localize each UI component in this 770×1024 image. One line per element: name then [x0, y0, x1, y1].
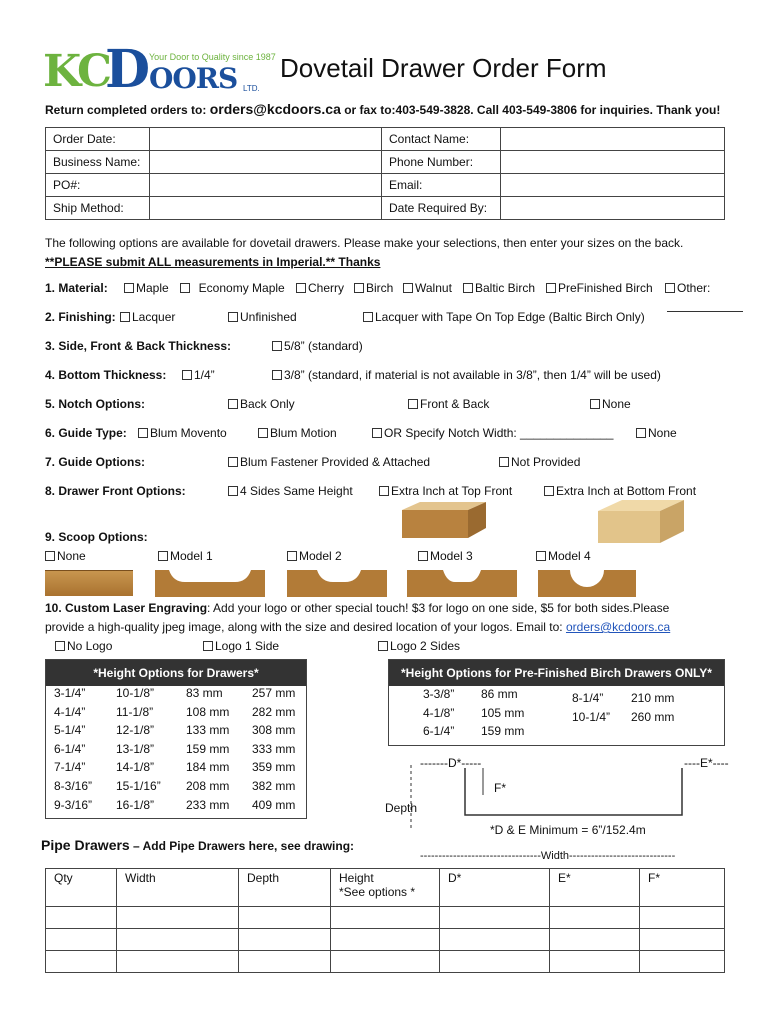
option-label: Back Only: [240, 397, 295, 411]
checkbox[interactable]: [158, 551, 168, 561]
scoop-none-image: [45, 570, 133, 596]
option-label: Not Provided: [511, 455, 581, 469]
material-maple[interactable]: [124, 281, 169, 295]
guide-blum-movento[interactable]: [138, 426, 227, 440]
guide-notch-width[interactable]: [372, 426, 613, 440]
prefinished-height-cell: 6-1/4”: [423, 724, 455, 738]
height-option-cell: 208 mm: [186, 779, 230, 793]
pipe-drawers-title: Pipe Drawers: [41, 837, 130, 853]
engraving-logo-1[interactable]: [203, 639, 279, 653]
option-label: Model 4: [548, 549, 591, 563]
pipe-drawers-subtitle: – Add Pipe Drawers here, see drawing:: [129, 839, 355, 853]
order-date-label: Order Date:: [46, 128, 150, 151]
option-label: Blum Motion: [270, 426, 337, 440]
height-option-cell: 233 mm: [186, 797, 230, 812]
checkbox[interactable]: [636, 428, 646, 438]
cell[interactable]: [239, 907, 331, 929]
option-label: Logo 2 Sides: [390, 639, 461, 653]
engraving-label: 10. Custom Laser Engraving: [45, 601, 208, 615]
date-required-field[interactable]: [501, 197, 725, 220]
phone-number-label: Phone Number:: [382, 151, 501, 174]
height-option-cell: 5-1/4”: [54, 723, 86, 738]
height-option-cell: 83 mm: [186, 686, 223, 700]
col-height: [331, 869, 440, 907]
diagram-minimum-note: *D & E Minimum = 6”/152.4m: [490, 823, 646, 837]
height-option-cell: 282 mm: [252, 704, 296, 719]
notch-back-only[interactable]: [228, 397, 295, 411]
cell[interactable]: [331, 907, 440, 929]
height-options-header: *Height Options for Drawers*: [46, 660, 306, 686]
engraving-line-1: [45, 601, 669, 615]
height-option-cell: 7-1/4”: [54, 760, 86, 775]
business-name-field[interactable]: [150, 151, 382, 174]
table-row: [46, 128, 725, 151]
checkbox[interactable]: [403, 283, 413, 293]
checkbox[interactable]: [418, 551, 428, 561]
material-cherry[interactable]: [296, 281, 344, 295]
option-label: Blum Movento: [150, 426, 227, 440]
checkbox[interactable]: [272, 370, 282, 380]
engraving-logo-2[interactable]: [378, 639, 460, 653]
scoop-model-3[interactable]: [418, 549, 473, 563]
thickness-5-8[interactable]: [272, 339, 363, 353]
diagram-f-label: F*: [494, 781, 506, 795]
height-option-cell: 10-1/8”: [116, 686, 155, 700]
finishing-unfinished[interactable]: [228, 310, 297, 324]
option-label: Unfinished: [240, 310, 297, 324]
option-label: 4 Sides Same Height: [240, 484, 353, 498]
material-baltic-birch[interactable]: [463, 281, 535, 295]
cell[interactable]: [550, 929, 640, 951]
prefinished-height-table: [388, 659, 725, 746]
option-label: OR Specify Notch Width: ______________: [384, 426, 614, 440]
checkbox[interactable]: [499, 457, 509, 467]
table-row[interactable]: [46, 907, 725, 929]
height-option-cell: 15-1/16”: [116, 779, 161, 793]
prefinished-height-cell: 3-3/8”: [423, 687, 455, 701]
material-label: 1. Material:: [45, 281, 108, 295]
height-option-cell: 308 mm: [252, 723, 296, 738]
col-qty: Qty: [46, 869, 117, 907]
material-prefinished-birch[interactable]: [546, 281, 653, 295]
prefinished-height-cell: 8-1/4”: [572, 691, 604, 705]
diagram-depth-label: Depth: [385, 801, 418, 815]
checkbox[interactable]: [180, 283, 190, 293]
option-label: None: [648, 426, 677, 440]
cell[interactable]: [550, 907, 640, 929]
cell[interactable]: [46, 929, 117, 951]
guide-fastener[interactable]: [228, 455, 430, 469]
checkbox[interactable]: [408, 399, 418, 409]
option-label: Baltic Birch: [475, 281, 536, 295]
cell[interactable]: [440, 929, 550, 951]
drawer-top-front-image: [398, 500, 488, 540]
table-row[interactable]: [46, 929, 725, 951]
thickness-label: 3. Side, Front & Back Thickness:: [45, 339, 232, 353]
col-f: F*: [640, 869, 725, 907]
col-height-note: *See options *: [339, 885, 416, 899]
logo-tagline: Your Door to Quality since 1987: [149, 52, 276, 62]
engraving-text-2: provide a high-quality jpeg image, along with the size and desired location of your logos. Email to:: [45, 620, 563, 634]
order-date-field[interactable]: [150, 128, 382, 151]
checkbox[interactable]: [45, 551, 55, 561]
option-label: Lacquer with Tape On Top Edge (Baltic Birch Only): [375, 310, 645, 324]
scoop-model-1-image: [155, 570, 265, 597]
option-label: Blum Fastener Provided & Attached: [240, 455, 431, 469]
material-walnut[interactable]: [403, 281, 452, 295]
col-width: Width: [117, 869, 239, 907]
guide-not-provided[interactable]: [499, 455, 580, 469]
height-options-table: [45, 659, 307, 819]
checkbox[interactable]: [463, 283, 473, 293]
cell[interactable]: [117, 907, 239, 929]
logo-ltd: LTD.: [243, 84, 260, 93]
pipe-drawers-heading: [41, 837, 354, 853]
diagram-width-label: ---------------------------------Width-----------------------------: [420, 850, 676, 862]
scoop-model-3-image: [407, 570, 517, 597]
prefinished-height-cell: 4-1/8”: [423, 705, 455, 720]
guide-type-label: 6. Guide Type:: [45, 426, 127, 440]
guide-none[interactable]: [636, 426, 677, 440]
return-instructions: [45, 101, 720, 117]
business-name-label: Business Name:: [46, 151, 150, 174]
checkbox[interactable]: [354, 283, 364, 293]
height-option-cell: 382 mm: [252, 779, 296, 793]
checkbox[interactable]: [258, 428, 268, 438]
option-label: No Logo: [67, 639, 113, 653]
material-other-line[interactable]: [667, 311, 743, 312]
engraving-line-2: [45, 620, 670, 634]
prefinished-height-cell: 260 mm: [631, 710, 675, 724]
col-depth: Depth: [239, 869, 331, 907]
col-e: E*: [550, 869, 640, 907]
cell[interactable]: [550, 951, 640, 973]
notch-none[interactable]: [590, 397, 631, 411]
intro-text: The following options are available for dovetail drawers. Please make your selections, then enter your sizes on the back.: [45, 236, 684, 250]
height-option-cell: 9-3/16”: [54, 797, 93, 812]
ship-method-field[interactable]: [150, 197, 382, 220]
option-label: Economy Maple: [198, 281, 285, 295]
po-field[interactable]: [150, 174, 382, 197]
cell[interactable]: [640, 907, 725, 929]
cell[interactable]: [331, 929, 440, 951]
option-label: 3/8” (standard, if material is not available in 3/8”, then 1/4” will be used): [284, 368, 661, 382]
checkbox[interactable]: [228, 399, 238, 409]
bottom-thickness-label: 4. Bottom Thickness:: [45, 368, 167, 382]
height-option-cell: 133 mm: [186, 723, 230, 738]
col-height-label: Height: [339, 871, 374, 885]
contact-name-label: Contact Name:: [382, 128, 501, 151]
logo-d: D: [105, 39, 150, 100]
height-option-cell: 13-1/8”: [116, 741, 155, 756]
height-option-cell: 184 mm: [186, 760, 230, 775]
notch-label: 5. Notch Options:: [45, 397, 145, 411]
prefinished-height-header: *Height Options for Pre-Finished Birch Drawers ONLY*: [389, 660, 724, 686]
checkbox[interactable]: [546, 283, 556, 293]
front-options-label: 8. Drawer Front Options:: [45, 484, 186, 498]
cell[interactable]: [640, 929, 725, 951]
height-option-cell: 12-1/8”: [116, 723, 155, 738]
drawer-bottom-front-image: [596, 497, 686, 545]
table-header-row: [46, 869, 725, 907]
checkbox[interactable]: [536, 551, 546, 561]
logo-oors: OORS: [149, 62, 238, 95]
option-label: 5/8” (standard): [284, 339, 363, 353]
height-option-cell: 257 mm: [252, 686, 296, 700]
option-label: None: [57, 549, 86, 563]
option-label: Model 1: [170, 549, 213, 563]
checkbox[interactable]: [203, 641, 213, 651]
option-label: None: [602, 397, 631, 411]
option-label: Walnut: [415, 281, 452, 295]
prefinished-height-cell: 10-1/4”: [572, 710, 611, 724]
date-required-label: Date Required By:: [382, 197, 501, 220]
height-option-cell: 4-1/4”: [54, 704, 86, 719]
page-title: Dovetail Drawer Order Form: [280, 53, 607, 83]
height-option-cell: 108 mm: [186, 704, 230, 719]
bottom-1-4[interactable]: [182, 368, 215, 382]
prefinished-height-cell: 210 mm: [631, 691, 675, 705]
height-option-cell: 409 mm: [252, 797, 296, 812]
scoop-label: 9. Scoop Options:: [45, 530, 148, 544]
checkbox[interactable]: [228, 312, 238, 322]
po-label: PO#:: [46, 174, 150, 197]
material-economy-maple[interactable]: [180, 281, 285, 295]
return-prefix: Return completed orders to:: [45, 103, 207, 117]
scoop-model-4-image: [538, 570, 636, 597]
bottom-3-8[interactable]: [272, 368, 661, 382]
pipe-drawers-table: [45, 868, 725, 973]
table-row[interactable]: [46, 951, 725, 973]
prefinished-height-cell: 105 mm: [481, 705, 525, 720]
customer-info-table: [45, 127, 725, 220]
checkbox[interactable]: [296, 283, 306, 293]
engraving-email-link[interactable]: orders@kcdoors.ca: [565, 620, 671, 634]
checkbox[interactable]: [287, 551, 297, 561]
return-email[interactable]: orders@kcdoors.ca: [209, 101, 341, 117]
height-option-cell: 16-1/8”: [116, 797, 155, 812]
material-birch[interactable]: [354, 281, 393, 295]
contact-name-field[interactable]: [501, 128, 725, 151]
col-d: D*: [440, 869, 550, 907]
checkbox[interactable]: [378, 641, 388, 651]
cell[interactable]: [239, 929, 331, 951]
height-option-cell: 11-1/8”: [116, 704, 154, 719]
option-label: PreFinished Birch: [558, 281, 653, 295]
checkbox[interactable]: [590, 399, 600, 409]
front-extra-bottom[interactable]: [544, 484, 696, 498]
scoop-none[interactable]: [45, 549, 86, 563]
cell[interactable]: [640, 951, 725, 973]
table-row: [46, 151, 725, 174]
height-option-cell: 8-3/16”: [54, 779, 93, 793]
cell[interactable]: [440, 907, 550, 929]
cell[interactable]: [117, 929, 239, 951]
height-option-cell: 6-1/4”: [54, 741, 86, 756]
height-option-cell: 359 mm: [252, 760, 296, 775]
email-field[interactable]: [501, 174, 725, 197]
checkbox[interactable]: [544, 486, 554, 496]
logo-kc: KC: [43, 46, 110, 97]
height-option-cell: 159 mm: [186, 741, 230, 756]
checkbox[interactable]: [55, 641, 65, 651]
engraving-text-1: : Add your logo or other special touch! $3 for logo on one side, $5 for both sides.Please: [207, 601, 670, 615]
cell[interactable]: [331, 951, 440, 973]
checkbox[interactable]: [228, 457, 238, 467]
front-extra-top[interactable]: [379, 484, 512, 498]
phone-number-field[interactable]: [501, 151, 725, 174]
notch-front-back[interactable]: [408, 397, 489, 411]
diagram-d-label: -------D*-----: [420, 756, 482, 770]
checkbox[interactable]: [138, 428, 148, 438]
checkbox[interactable]: [372, 428, 382, 438]
option-label: Maple: [136, 281, 169, 295]
checkbox[interactable]: [120, 312, 130, 322]
prefinished-height-cell: 86 mm: [481, 687, 518, 701]
email-label: Email:: [382, 174, 501, 197]
scoop-model-2-image: [287, 570, 387, 597]
ship-method-label: Ship Method:: [46, 197, 150, 220]
table-row: [46, 174, 725, 197]
option-label: Extra Inch at Top Front: [391, 484, 513, 498]
option-label: Front & Back: [420, 397, 490, 411]
finishing-lacquer-tape[interactable]: [363, 310, 645, 324]
material-other[interactable]: [665, 281, 710, 295]
engraving-no-logo[interactable]: [55, 639, 112, 653]
cell[interactable]: [46, 907, 117, 929]
checkbox[interactable]: [363, 312, 373, 322]
table-row: [46, 197, 725, 220]
prefinished-height-cell: 159 mm: [481, 724, 525, 738]
cell[interactable]: [440, 951, 550, 973]
height-option-cell: 3-1/4”: [54, 686, 86, 700]
checkbox[interactable]: [665, 283, 675, 293]
scoop-model-1[interactable]: [158, 549, 213, 563]
company-logo: [43, 39, 276, 100]
option-label: Lacquer: [132, 310, 176, 324]
cell[interactable]: [117, 951, 239, 973]
finishing-lacquer[interactable]: [120, 310, 175, 324]
imperial-note: **PLEASE submit ALL measurements in Imperial.** Thanks: [45, 255, 381, 269]
option-label: Logo 1 Side: [215, 639, 280, 653]
height-option-cell: 14-1/8”: [116, 760, 155, 775]
checkbox[interactable]: [228, 486, 238, 496]
scoop-model-2[interactable]: [287, 549, 342, 563]
cell[interactable]: [46, 951, 117, 973]
cell[interactable]: [239, 951, 331, 973]
front-4-sides[interactable]: [228, 484, 353, 498]
return-suffix: or fax to:403-549-3828. Call 403-549-3806 for inquiries. Thank you!: [344, 103, 721, 117]
option-label: Cherry: [308, 281, 345, 295]
scoop-model-4[interactable]: [536, 549, 591, 563]
guide-options-label: 7. Guide Options:: [45, 455, 146, 469]
checkbox[interactable]: [124, 283, 134, 293]
option-label: 1/4”: [194, 368, 215, 382]
option-label: Birch: [366, 281, 394, 295]
checkbox[interactable]: [272, 341, 282, 351]
option-label: Other:: [677, 281, 711, 295]
option-label: Extra Inch at Bottom Front: [556, 484, 697, 498]
checkbox[interactable]: [379, 486, 389, 496]
option-label: Model 2: [299, 549, 342, 563]
height-option-cell: 333 mm: [252, 741, 296, 756]
finishing-label: 2. Finishing:: [45, 310, 116, 324]
option-label: Model 3: [430, 549, 473, 563]
checkbox[interactable]: [182, 370, 192, 380]
guide-blum-motion[interactable]: [258, 426, 337, 440]
diagram-e-label: ----E*----: [684, 756, 729, 770]
